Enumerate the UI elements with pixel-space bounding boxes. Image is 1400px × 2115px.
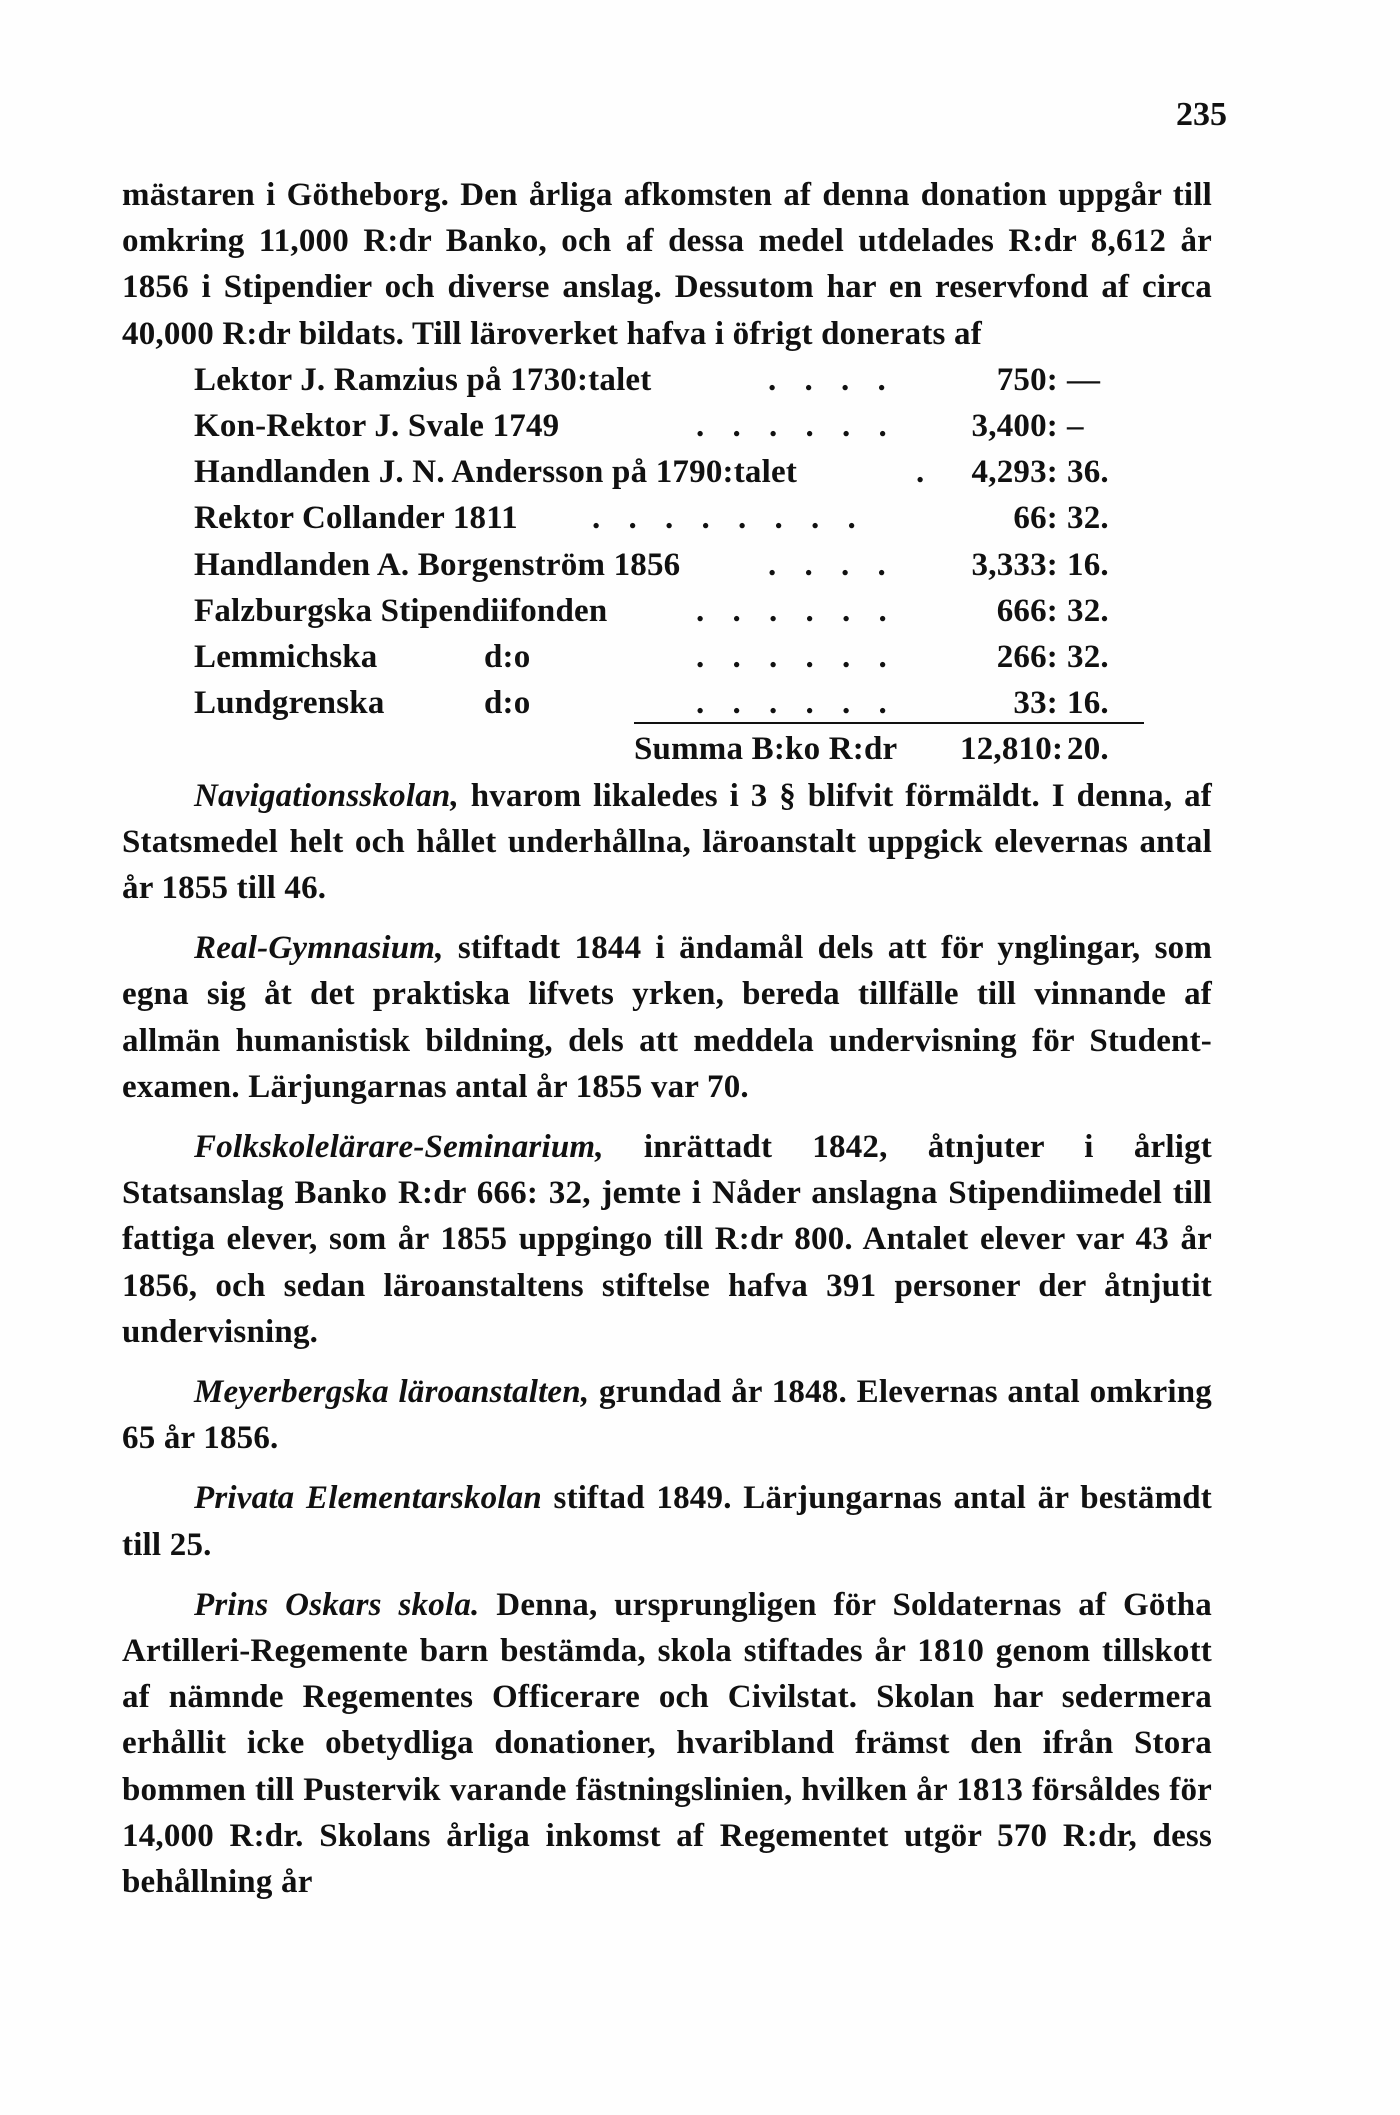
donation-row	[194, 495, 1194, 541]
leader-dots: . . . .	[768, 361, 896, 398]
donor-name: Falzburgska Stipendiifonden	[194, 592, 608, 629]
leader-dots: . . . . . .	[696, 408, 897, 444]
donation-fraction: –	[1067, 408, 1084, 444]
donation-row	[194, 634, 1194, 680]
section-elementarskolan	[122, 1475, 1212, 1567]
donation-row	[194, 449, 1194, 495]
total-label: Summa B:ko R:dr	[634, 731, 898, 768]
donation-amount: 66:	[1013, 500, 1058, 537]
section-title: Privata Elementarskolan	[194, 1480, 542, 1517]
section-title: Folkskolelärare-Seminarium,	[194, 1128, 604, 1165]
donation-fraction: 32.	[1067, 592, 1109, 629]
donation-amount: 666:	[996, 592, 1058, 629]
section-title: Prins Oskars skola.	[194, 1586, 480, 1623]
section-prins-oskars-skola	[122, 1582, 1212, 1905]
leader-dots: . . . . . .	[696, 685, 897, 722]
section-title: Navigationsskolan,	[194, 777, 459, 814]
leader-dots: . . . . . .	[696, 638, 897, 675]
section-text: inrättadt 1842, åtnjuter i årligt Statsanslag Banko R:dr 666: 32, jemte i Nåder anslagna Stipendiimedel till fattiga elever, som år 1855 uppgingo till R:dr 800. Antalet elever var 43 år 1856, och sedan läroanstaltens stiftelse hafva 391 personer der åtnjutit undervisning.	[122, 1128, 1212, 1350]
page-number: 235	[1176, 96, 1227, 133]
section-seminarium	[122, 1124, 1212, 1355]
donor-name: Lektor J. Ramzius på 1730:talet	[194, 361, 652, 398]
donation-fraction: 16.	[1067, 546, 1109, 583]
donation-fraction: 32.	[1067, 500, 1109, 537]
section-text: stiftad 1849. Lärjungarnas antal är bestämdt till 25.	[122, 1480, 1212, 1563]
donation-fraction: 32.	[1067, 638, 1109, 675]
donor-name: Lundgrenska	[194, 685, 385, 722]
section-title: Real-Gymnasium,	[194, 930, 444, 967]
donation-row	[194, 588, 1194, 634]
leader-dots: .	[916, 454, 935, 491]
total-row	[194, 726, 1194, 772]
donation-row	[194, 542, 1194, 588]
donation-row	[194, 357, 1194, 403]
section-meyerbergska	[122, 1369, 1212, 1461]
donation-amount: 750:	[996, 361, 1058, 398]
donation-fraction: 16.	[1067, 685, 1109, 722]
donation-amount: 3,333:	[971, 546, 1058, 583]
donation-row	[194, 680, 1194, 726]
donor-name: Handlanden J. N. Andersson på 1790:talet	[194, 454, 798, 491]
section-text: hvarom likaledes i 3 § blifvit förmäldt. I denna, af Statsmedel helt och hållet underhållna, läroanstalt uppgick elevernas antal år 1855 till 46.	[122, 777, 1212, 906]
leader-dots: . . . .	[768, 546, 896, 583]
donation-amount: 33:	[1013, 685, 1058, 722]
donation-fraction: 36.	[1067, 454, 1109, 491]
section-text: Denna, ursprungligen för Soldaternas af Götha Artilleri-Regemente barn bestämda, skola stiftades år 1810 genom tillskott af nämnde Regementes Officerare och Civilstat. Skolan har sedermera erhållit icke obetydliga donationer, hvaribland främst den ifrån Stora bommen till Pustervik varande fästningslinien, hvilken år 1813 försåldes för 14,000 R:dr. Skolans årliga inkomst af Regementet utgör 570 R:dr, dess behållning år	[122, 1586, 1212, 1900]
ditto-mark: d:o	[484, 638, 531, 675]
donation-table	[194, 357, 1194, 773]
section-text: grundad år 1848. Elevernas antal omkring 65 år 1856.	[122, 1373, 1212, 1457]
section-real-gymnasium	[122, 925, 1212, 1110]
section-title: Meyerbergska läroanstalten,	[194, 1373, 590, 1410]
total-amount: 12,810:	[960, 731, 1064, 768]
donation-amount: 3,400:	[971, 408, 1058, 444]
donation-fraction: —	[1067, 361, 1101, 398]
ditto-mark: d:o	[484, 685, 531, 722]
donation-row	[194, 403, 1194, 449]
intro-paragraph: mästaren i Götheborg. Den årliga afkomsten af denna donation uppgår till omkring 11,000 R:dr Banko, och af dessa medel utdelades R:dr 8,612 år 1856 i Stipendier och diverse anslag. Dessutom har en reservfond af circa 40,000 R:dr bildats. Till läroverket hafva i öfrigt donerats af	[122, 177, 1212, 352]
section-navigationsskolan	[122, 773, 1212, 912]
donor-name: Rektor Collander 1811	[194, 500, 518, 537]
leader-dots: . . . . . .	[696, 592, 897, 629]
page-body	[122, 172, 1212, 1905]
donation-amount: 266:	[996, 638, 1058, 675]
section-text: stiftadt 1844 i ändamål dels att för ynglingar, som egna sig åt det praktiska lifvets yrken, bereda tillfälle till vinnande af allmän humanistisk bildning, dels att meddela undervisning för Student-examen. Lärjungarnas antal år 1855 var 70.	[122, 930, 1213, 1105]
donor-name: Kon-Rektor J. Svale 1749	[194, 408, 560, 444]
donation-amount: 4,293:	[971, 454, 1058, 491]
donor-name: Handlanden A. Borgenström 1856	[194, 546, 681, 583]
leader-dots: . . . . . . . .	[592, 500, 866, 537]
donor-name: Lemmichska	[194, 638, 378, 675]
total-fraction: 20.	[1067, 731, 1109, 768]
